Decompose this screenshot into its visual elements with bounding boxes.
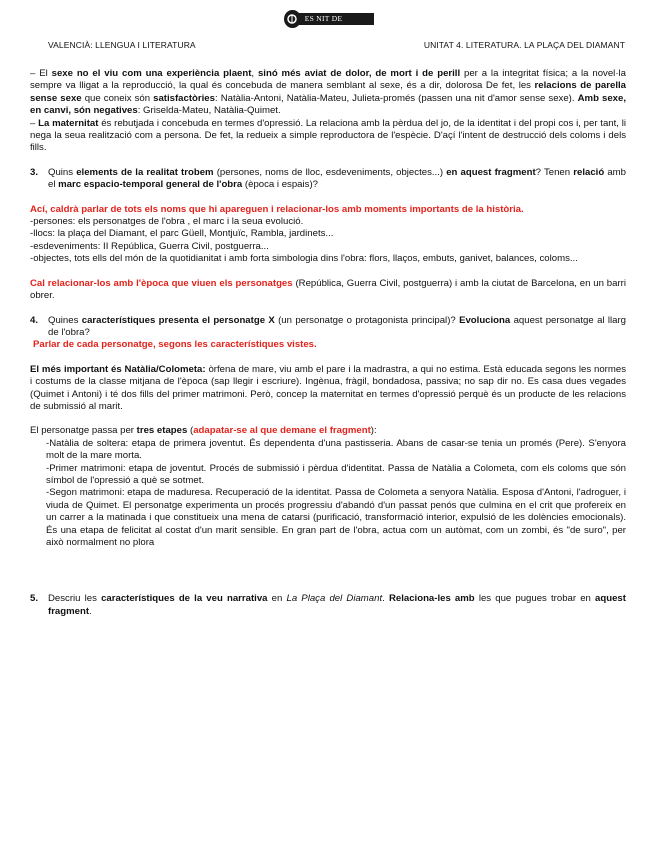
stage-item: -Segon matrimoni: etapa de maduresa. Recuperació de la identitat. Passa de Colometa a senyora Natàlia. Esposa d'Antoni, l'adroguer, i viuda de Quimet. El personatge experimenta un procés progressiu d'abandó d'un passat penós que culmina en el crit que profereix en un carrer a la matinada i que constitueix una mena de catarsi (purificació, transformació interior, expulsió de les dolències emocionals). És una etapa de felicitat al costat d'un marit sensible. En gran part de l'obra, actua com un autòmat, com un zombi, és "de suro", per això normalment no plora [46, 487, 626, 548]
header-subject: VALENCIÀ: LLENGUA I LITERATURA [48, 40, 196, 50]
question-5: 5. Descriu les característiques de la veu narrativa en La Plaça del Diamant. Relaciona-les amb les que pugues trobar en aquest fragment. [30, 593, 626, 617]
answer-3-item: -objectes, tots ells del món de la quotidianitat i amb forta simbologia dins l'obra: flors, llaços, embuts, ganivet, balances, coloms... [30, 253, 578, 265]
stage-item: -Primer matrimoni: etapa de joventut. Procés de submissió i pèrdua d'identitat. Passa de Natàlia a Colometa, com els coloms que són símbol de l'opressió a què se sotmet. [46, 462, 626, 486]
stage-item: -Natàlia de soltera: etapa de primera joventut. És dependenta d'una pastisseria. Abans de casar-se tenia un promés (Pere). S'enyora molt de la mare morta. [46, 437, 626, 462]
header-unit: UNITAT 4. LITERATURA. LA PLAÇA DEL DIAMANT [423, 40, 625, 50]
answer-3-relation: Cal relacionar-los amb l'època que viuen els personatges (República, Guerra Civil, postguerra) i amb la ciutat de Barcelona, en un barri obrer. [30, 277, 626, 302]
question-3: 3. Quins elements de la realitat trobem (persones, noms de lloc, esdeveniments, objectes...) en aquest fragment? Tenen relació amb el marc espacio-temporal general de l'obra (època i espais)? [30, 166, 626, 191]
document-body [30, 68, 626, 618]
logo-emblem-icon [284, 10, 301, 28]
paragraph-natalia: El més important és Natàlia/Colometa: òrfena de mare, viu amb el pare i la madrastra, a qui no estima. Està educada segons les normes i costums de la classe mitjana de l'època (sap llegir i escriure). Ingènua, fràgil, bondadosa, passiva; no sap dir no. Es casa dues vegades (Quimet i Antoni) i té dos fills del primer matrimoni. Però, concep la maternitat en termes d'opressió perquè és un producte de les relacions de submissió al marit. [30, 363, 627, 412]
answer-3-item: -esdeveniments: II República, Guerra Civil, postguerra... [30, 240, 269, 252]
logo-text: ES NIT DE L'ALBA [297, 13, 374, 25]
school-logo [284, 10, 374, 35]
paragraph-maternity: – La maternitat és rebutjada i concebuda en termes d'opressió. La relaciona amb la pèrdua del jo, de la identitat i del propi cos i, per tant, li nega la seua realització com a persona. De fet, la redueix a simple reproductora de l'espècie. D'açí l'intent de destrucció dels coloms i dels fills. [30, 117, 626, 154]
answer-3-item: -persones: els personatges de l'obra , el marc i la seua evolució. [30, 216, 304, 228]
answer-4-instruction: Parlar de cada personatge, segons les característiques vistes. [33, 339, 317, 351]
answer-3-instruction: Ací, caldrà parlar de tots els noms que hi apareguen i relacionar-los amb moments importants de la història. [30, 203, 524, 215]
paragraph-sex: – El sexe no el viu com una experiència plaent, sinó més aviat de dolor, de mort i de perill per a la integritat física; a la novel·la sempre va lligat a la reproducció, la qual és concebuda de manera semblant al sexe, és a dir, dolorosa De fet, les relacions de parella sense sexe que coneix són satisfactòries: Natàlia-Antoni, Natàlia-Mateu, Julieta-promés (passen una nit d'amor sense sexe). Amb sexe, en canvi, són negatives: Griselda-Mateu, Natàlia-Quimet. [30, 68, 627, 117]
question-4: 4. Quines característiques presenta el personatge X (un personatge o protagonista principal)? Evoluciona aquest personatge al llarg de l'obra? [30, 314, 626, 338]
paragraph-stages-intro: El personatge passa per tres etapes (adapatar-se al que demane el fragment): [30, 425, 377, 437]
answer-3-item: -llocs: la plaça del Diamant, el parc Güell, Montjuïc, Rambla, jardinets... [30, 228, 334, 240]
